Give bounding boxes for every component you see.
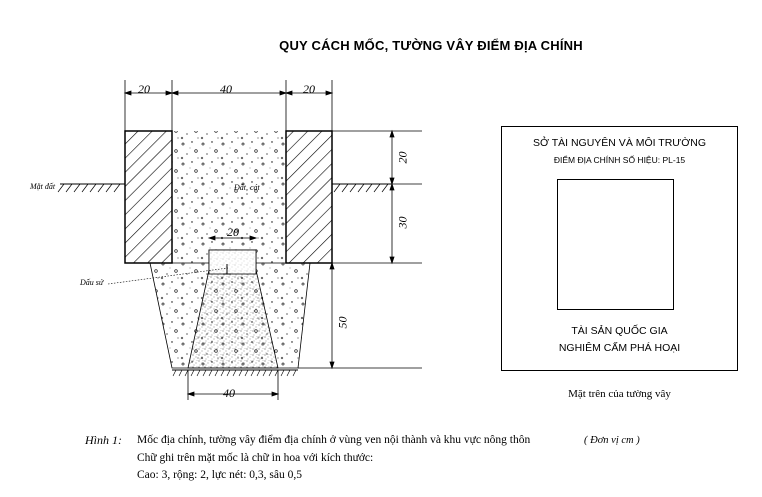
wall-left bbox=[125, 131, 172, 263]
panel-line1: TÀI SẢN QUỐC GIA bbox=[571, 325, 668, 337]
dim-right-upper: 20 bbox=[395, 151, 410, 164]
dim-bottom-width: 40 bbox=[223, 386, 235, 400]
wall-right bbox=[286, 131, 332, 263]
bottom-ground bbox=[172, 370, 298, 376]
dim-top-center: 40 bbox=[220, 82, 232, 96]
dim-inner-width: 20 bbox=[227, 225, 239, 239]
figure-text: Mốc địa chính, tường vây điểm địa chính ở vùng ven nội thành và khu vực nông thôn bbox=[137, 434, 531, 446]
figure-label: Hình 1: bbox=[85, 433, 122, 447]
wall-top-panel bbox=[501, 126, 738, 371]
label-fill: Đất, cát bbox=[234, 183, 260, 192]
marker-square bbox=[557, 179, 674, 310]
page-title: QUY CÁCH MỐC, TƯỜNG VÂY ĐIỂM ĐỊA CHÍNH bbox=[279, 38, 583, 53]
figure-note1: Chữ ghi trên mặt mốc là chữ in hoa với kích thước: bbox=[137, 452, 374, 464]
panel-code: ĐIỂM ĐỊA CHÍNH SỐ HIỆU: PL-15 bbox=[553, 155, 686, 165]
fill-soil-sand bbox=[172, 131, 286, 263]
figure-note2: Cao: 3, rộng: 2, lực nét: 0,3, sâu 0,5 bbox=[137, 469, 302, 481]
figure-unit: ( Đơn vị cm ) bbox=[584, 435, 640, 446]
label-ground: Mặt đất bbox=[30, 182, 56, 191]
dim-right-middle: 30 bbox=[395, 216, 410, 229]
label-porcelain-mark: Dấu sứ bbox=[80, 278, 104, 287]
panel-caption: Mặt trên của tường vây bbox=[568, 388, 671, 400]
panel-line2: NGHIÊM CẤM PHÁ HOẠI bbox=[558, 342, 681, 354]
panel-org: SỞ TÀI NGUYÊN VÀ MÔI TRƯỜNG bbox=[532, 137, 707, 149]
dim-top-right: 20 bbox=[303, 82, 315, 96]
dim-right-lower: 50 bbox=[335, 316, 350, 329]
dim-top-left: 20 bbox=[138, 82, 150, 96]
